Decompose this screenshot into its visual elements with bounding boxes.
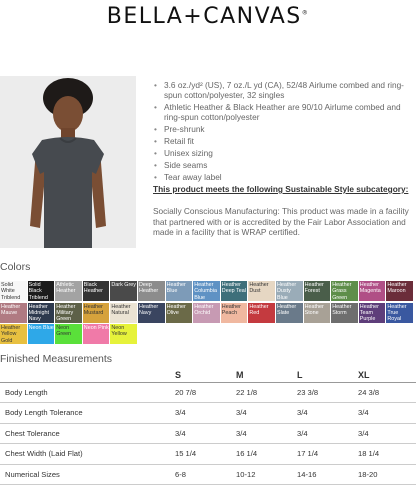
color-swatch[interactable]: Heather Orchid	[193, 303, 220, 323]
model-wearing-shirt-image	[0, 76, 136, 248]
color-swatch[interactable]: Heather Midnight Navy	[28, 303, 55, 323]
size-chart-header-cell: S	[175, 369, 182, 380]
measurement-label: Body Length Tolerance	[5, 408, 83, 418]
size-chart-header-row	[0, 368, 416, 382]
trademark-symbol: ®	[301, 9, 310, 17]
size-chart-header-cell: XL	[358, 369, 370, 380]
size-chart-header-cell	[0, 368, 175, 382]
color-swatch[interactable]: Heather Red	[248, 303, 275, 323]
measurement-value: 10-12	[236, 469, 256, 479]
feature-item: • Side seams	[153, 160, 411, 170]
measurement-value: 18-20	[358, 469, 378, 479]
measurement-value: 3/4	[175, 408, 186, 418]
feature-item: • 3.6 oz./yd² (US), 7 oz./L yd (CA), 52/48 Airlume combed and ring-spun cotton/polyester, 32 singles	[153, 80, 411, 100]
sustainable-style-heading: This product meets the following Sustainable Style subcategory:	[153, 184, 409, 194]
feature-item: • Unisex sizing	[153, 148, 411, 158]
measurement-value: 24 3/8	[358, 387, 380, 397]
color-swatch[interactable]: Heather Columbia Blue	[193, 281, 220, 301]
color-swatch[interactable]: Heather Mauve	[0, 303, 27, 323]
color-swatch[interactable]: Solid White Triblend	[0, 281, 27, 301]
product-details	[153, 80, 411, 238]
color-swatch[interactable]: Heather Dusty Blue	[276, 281, 303, 301]
measurement-value: 3/4	[297, 408, 308, 418]
finished-measurements-heading: Finished Measurements	[0, 353, 113, 365]
color-swatch[interactable]: Heather Blue	[166, 281, 193, 301]
color-swatch[interactable]: Heather Mustard	[83, 303, 110, 323]
size-chart-table	[0, 368, 416, 485]
measurement-value: 20 7/8	[175, 387, 197, 397]
social-manufacturing-text: Socially Conscious Manufacturing: This product was made in a facility that partnered with or is accredited by the Fair Labor Association and made in a facility that is WRAP certified.	[153, 206, 409, 237]
table-row	[0, 382, 416, 403]
color-swatch[interactable]: Neon Green	[55, 324, 82, 344]
measurement-value: 3/4	[236, 428, 247, 438]
feature-item: • Athletic Heather & Black Heather are 90/10 Airlume combed and ring-spun cotton/polyester	[153, 102, 411, 122]
measurement-value: 6-8	[175, 469, 186, 479]
product-photo[interactable]	[0, 76, 136, 248]
measurement-value: 3/4	[297, 428, 308, 438]
color-swatch[interactable]: Neon Pink	[83, 324, 110, 344]
measurement-label: Chest Width (Laid Flat)	[5, 449, 83, 459]
brand-logo-text: BELLA+CANVAS	[106, 4, 302, 29]
color-swatch[interactable]: Heather Team Purple	[359, 303, 386, 323]
color-swatch[interactable]: Heather Olive	[166, 303, 193, 323]
measurement-value: 17 1/4	[297, 449, 319, 459]
color-swatch[interactable]: Dark Grey	[110, 281, 137, 301]
measurement-label: Numerical Sizes	[5, 469, 60, 479]
color-swatch[interactable]: Heather Magenta	[359, 281, 386, 301]
color-swatch[interactable]: Heather True Royal	[386, 303, 413, 323]
measurement-value: 3/4	[236, 408, 247, 418]
size-chart-header-cell: L	[297, 369, 303, 380]
table-row	[0, 403, 416, 424]
color-swatch[interactable]: Heather Maroon	[386, 281, 413, 301]
measurement-value: 15 1/4	[175, 449, 197, 459]
measurement-value: 14-16	[297, 469, 317, 479]
color-swatch[interactable]: Heather Military Green	[55, 303, 82, 323]
measurement-value: 23 3/8	[297, 387, 319, 397]
color-swatch[interactable]: Heather Slate	[276, 303, 303, 323]
color-swatch[interactable]: Heather Yellow Gold	[0, 324, 27, 344]
color-swatch[interactable]: Neon Yellow	[110, 324, 137, 344]
table-row	[0, 423, 416, 444]
color-swatch[interactable]: Heather Grass Green	[331, 281, 358, 301]
table-row	[0, 444, 416, 465]
color-swatch[interactable]: Heather Dust	[248, 281, 275, 301]
color-swatch[interactable]: Heather Storm	[331, 303, 358, 323]
color-swatch[interactable]: Heather Deep Teal	[221, 281, 248, 301]
color-swatch[interactable]: Heather Stone	[304, 303, 331, 323]
brand-logo[interactable]	[0, 4, 416, 29]
color-swatch[interactable]: Heather Peach	[221, 303, 248, 323]
color-swatch[interactable]: Deep Heather	[138, 281, 165, 301]
measurement-value: 3/4	[358, 408, 369, 418]
color-swatch[interactable]: Heather Natural	[110, 303, 137, 323]
color-swatch[interactable]: Heather Navy	[138, 303, 165, 323]
feature-list	[153, 80, 411, 182]
measurement-value: 22 1/8	[236, 387, 258, 397]
color-swatch[interactable]: Solid Black Triblend	[28, 281, 55, 301]
table-row	[0, 464, 416, 485]
measurement-value: 3/4	[175, 428, 186, 438]
feature-item: • Tear away label	[153, 172, 411, 182]
measurement-label: Body Length	[5, 387, 48, 397]
color-swatch[interactable]: Neon Blue	[28, 324, 55, 344]
measurement-label: Chest Tolerance	[5, 428, 60, 438]
feature-item: • Pre-shrunk	[153, 124, 411, 134]
measurement-value: 16 1/4	[236, 449, 258, 459]
color-swatch[interactable]: Athletic Heather	[55, 281, 82, 301]
feature-item: • Retail fit	[153, 136, 411, 146]
measurement-value: 3/4	[358, 428, 369, 438]
size-chart-header-cell: M	[236, 369, 244, 380]
measurement-value: 18 1/4	[358, 449, 380, 459]
color-swatch[interactable]: Black Heather	[83, 281, 110, 301]
colors-heading: Colors	[0, 261, 31, 273]
color-swatch[interactable]: Heather Forest	[304, 281, 331, 301]
